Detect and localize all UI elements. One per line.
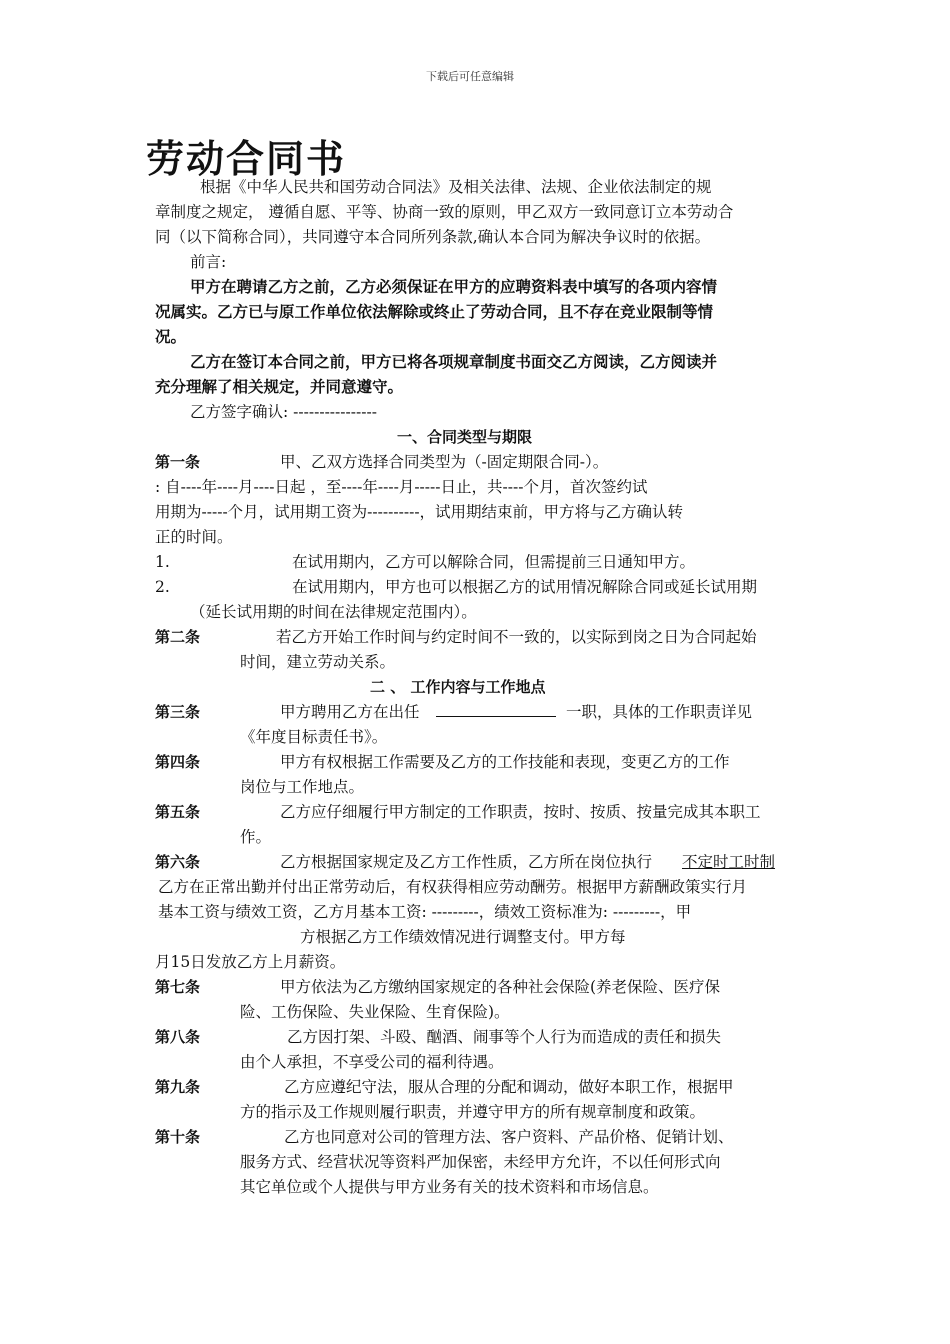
article-7-label: 第七条 — [155, 978, 201, 996]
article-9-label: 第九条 — [155, 1078, 201, 1096]
preface-p1-line-2: 况属实。乙方已与原工作单位依法解除或终止了劳动合同，且不存在竞业限制等情 — [155, 302, 714, 321]
article-1-label: 第一条 — [155, 453, 201, 471]
article-4-line-2: 岗位与工作地点。 — [240, 778, 365, 796]
article-1-line-4: 正的时间。 — [155, 528, 233, 546]
signature-line: 乙方签字确认: ---------------- — [190, 403, 377, 421]
article-3-line-2: 《年度目标责任书》。 — [240, 728, 388, 746]
article-5-line-1: 乙方应仔细履行甲方制定的工作职责，按时、按质、按量完成其本职工 — [280, 803, 761, 821]
article-5-label: 第五条 — [155, 803, 201, 821]
article-1-item-1-number: 1. — [155, 553, 170, 571]
article-4-label: 第四条 — [155, 753, 201, 771]
preface-p2-line-1: 乙方在签订本合同之前，甲方已将各项规章制度书面交乙方阅读，乙方阅读并 — [190, 352, 718, 371]
article-6-line-2: 乙方在正常出勤并付出正常劳动后，有权获得相应劳动酬劳。根据甲方薪酬政策实行月 — [158, 878, 748, 896]
section-1-heading: 一、合同类型与期限 — [397, 428, 533, 446]
article-6-line-5: 月15日发放乙方上月薪资。 — [155, 953, 346, 971]
preface-label: 前言: — [190, 253, 227, 271]
article-1-item-2: 在试用期内，甲方也可以根据乙方的试用情况解除合同或延长试用期 — [292, 578, 758, 596]
article-1-line-2: : 自----年----月----日起 ，至----年----月-----日止，共----个月，首次签约试 — [155, 478, 648, 496]
intro-line-2: 章制度之规定， 遵循自愿、平等、协商一致的原则，甲乙双方一致同意订立本劳动合 — [155, 203, 734, 221]
article-6-label: 第六条 — [155, 853, 201, 871]
article-10-label: 第十条 — [155, 1128, 201, 1146]
article-9-line-2: 方的指示及工作规则履行职责，并遵守甲方的所有规章制度和政策。 — [240, 1103, 706, 1121]
article-10-line-1: 乙方也同意对公司的管理方法、客户资料、产品价格、促销计划、 — [284, 1128, 734, 1146]
article-6-line-4: 方根据乙方工作绩效情况进行调整支付。甲方每 — [300, 928, 626, 946]
article-2-line-1: 若乙方开始工作时间与约定时间不一致的，以实际到岗之日为合同起始 — [276, 628, 757, 646]
article-2-label: 第二条 — [155, 628, 201, 646]
article-8-line-1: 乙方因打架、斗殴、酗酒、闹事等个人行为而造成的责任和损失 — [287, 1028, 722, 1046]
article-7-line-2: 险、工伤保险、失业保险、生育保险)。 — [240, 1003, 510, 1021]
article-6-line-1a: 乙方根据国家规定及乙方工作性质，乙方所在岗位执行 — [280, 853, 653, 871]
article-1-line-1: 甲、乙双方选择合同类型为（-固定期限合同-）。 — [280, 453, 609, 471]
article-1-item-1: 在试用期内，乙方可以解除合同，但需提前三日通知甲方。 — [292, 553, 696, 571]
document-title: 劳动合同书 — [146, 136, 347, 181]
article-9-line-1: 乙方应遵纪守法，服从合理的分配和调动，做好本职工作，根据甲 — [284, 1078, 734, 1096]
article-3-line-1b: 一职，具体的工作职责详见 — [566, 703, 753, 721]
article-4-line-1: 甲方有权根据工作需要及乙方的工作技能和表现，变更乙方的工作 — [280, 753, 730, 771]
intro-line-1: 根据《中华人民共和国劳动合同法》及相关法律、法规、企业依法制定的规 — [200, 178, 712, 196]
article-3-line-1a: 甲方聘用乙方在出任 — [280, 703, 420, 721]
article-1-item-2-number: 2. — [155, 578, 170, 596]
article-1-line-3: 用期为-----个月，试用期工资为----------，试用期结束前，甲方将与乙方确认转 — [155, 503, 684, 521]
page-header-note: 下载后可任意编辑 — [426, 70, 514, 83]
article-10-line-3: 其它单位或个人提供与甲方业务有关的技术资料和市场信息。 — [240, 1178, 659, 1196]
article-5-line-2: 作。 — [240, 828, 272, 846]
article-8-label: 第八条 — [155, 1028, 201, 1046]
position-blank — [436, 716, 556, 717]
preface-p2-line-2: 充分理解了相关规定，并同意遵守。 — [155, 377, 404, 396]
article-8-line-2: 由个人承担，不享受公司的福利待遇。 — [240, 1053, 504, 1071]
preface-p1-line-3: 况。 — [155, 327, 187, 346]
article-6-hours-system: 不定时工时制 — [682, 853, 776, 871]
article-3-label: 第三条 — [155, 703, 201, 721]
intro-line-3: 同（以下简称合同），共同遵守本合同所列条款,确认本合同为解决争议时的依据。 — [155, 228, 711, 246]
article-6-line-3: 基本工资与绩效工资，乙方月基本工资: ---------，绩效工资标准为: ---------，甲 — [158, 903, 692, 921]
preface-p1-line-1: 甲方在聘请乙方之前，乙方必须保证在甲方的应聘资料表中填写的各项内容情 — [190, 277, 718, 296]
article-7-line-1: 甲方依法为乙方缴纳国家规定的各种社会保险(养老保险、医疗保 — [280, 978, 721, 996]
article-10-line-2: 服务方式、经营状况等资料严加保密，未经甲方允许，不以任何形式向 — [240, 1153, 721, 1171]
article-1-item-2-continued: （延长试用期的时间在法律规定范围内）。 — [190, 603, 477, 621]
section-2-heading: 二 、 工作内容与工作地点 — [370, 678, 546, 696]
article-2-line-2: 时间，建立劳动关系。 — [240, 653, 396, 671]
